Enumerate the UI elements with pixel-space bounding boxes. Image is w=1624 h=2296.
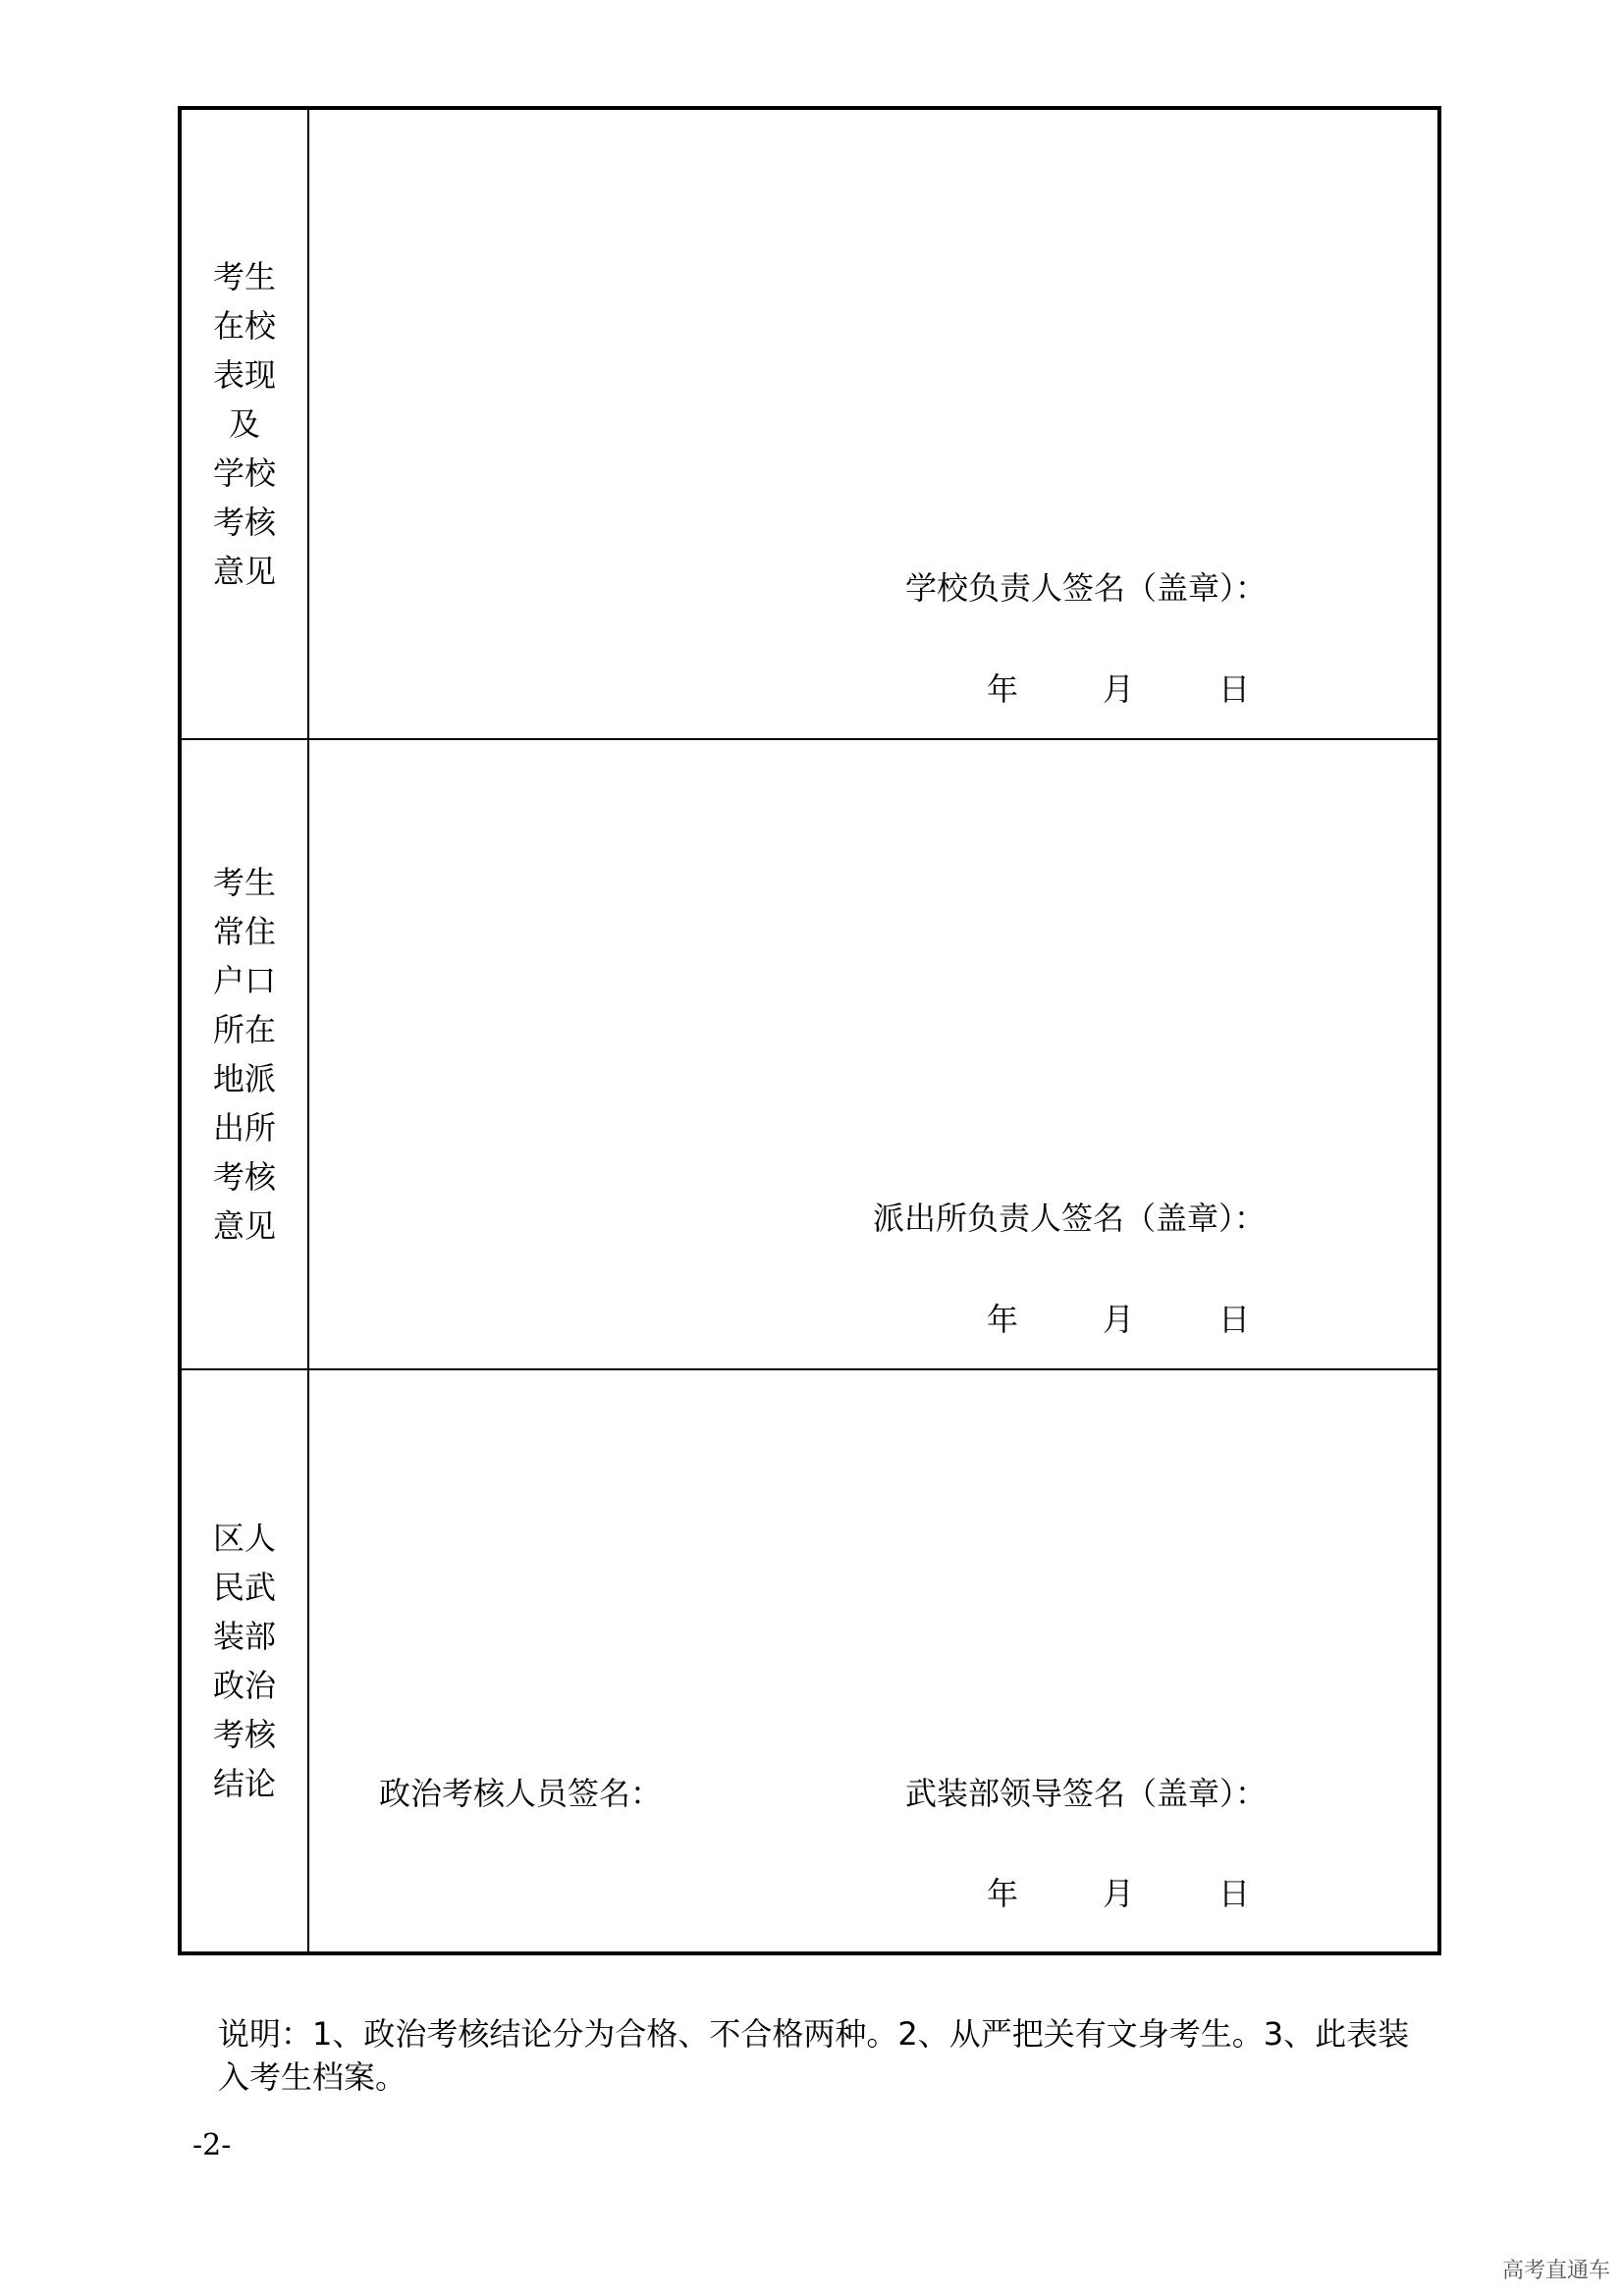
date-month-label: 月 xyxy=(1103,670,1135,708)
armed-forces-content-cell[interactable] xyxy=(309,1370,1437,1951)
date-month-label: 月 xyxy=(1103,1875,1135,1912)
armed-forces-review-row xyxy=(182,1370,1437,1951)
note-line-1: 说明：1、政治考核结论分为合格、不合格两种。2、从严把关有文身考生。3、此表装 xyxy=(218,2015,1410,2053)
label-line: 装部 xyxy=(212,1618,276,1655)
label-line: 考核 xyxy=(212,1716,276,1753)
school-date-line xyxy=(309,665,1437,708)
police-signature-label: 派出所负责人签名（盖章）： xyxy=(873,1200,1267,1237)
police-date-line xyxy=(309,1295,1437,1338)
label-line: 户口 xyxy=(212,962,276,999)
label-line: 在校 xyxy=(212,307,276,345)
school-review-label xyxy=(210,252,279,596)
label-line: 表现 xyxy=(212,356,276,394)
date-day-label: 日 xyxy=(1218,1301,1251,1338)
label-line: 所在 xyxy=(212,1011,276,1048)
label-line: 政治 xyxy=(212,1667,276,1704)
label-line: 考生 xyxy=(212,258,276,295)
watermark-text: 高考直通车 xyxy=(1501,2259,1610,2283)
armed-forces-signature-label: 武装部领导签名（盖章）： xyxy=(905,1775,1268,1812)
label-line: 及 xyxy=(228,405,260,443)
police-review-content-cell[interactable] xyxy=(309,740,1437,1368)
date-day-label: 日 xyxy=(1218,1875,1251,1912)
school-signature-label: 学校负责人签名（盖章）： xyxy=(905,569,1268,607)
date-year-label: 年 xyxy=(987,670,1019,708)
label-line: 意见 xyxy=(212,1207,276,1245)
page-number: -2- xyxy=(192,2128,232,2163)
date-day-label: 日 xyxy=(1218,670,1251,708)
note-line-2: 入考生档案。 xyxy=(218,2058,407,2096)
date-month-label: 月 xyxy=(1103,1301,1135,1338)
date-year-label: 年 xyxy=(987,1875,1019,1912)
reviewer-signature-label: 政治考核人员签名： xyxy=(379,1775,663,1812)
date-year-label: 年 xyxy=(987,1301,1019,1338)
label-line: 出所 xyxy=(212,1109,276,1147)
label-line: 考核 xyxy=(212,504,276,541)
school-review-label-cell xyxy=(182,110,309,738)
political-review-form-table xyxy=(178,106,1441,1955)
form-note xyxy=(218,2012,1445,2099)
school-review-row xyxy=(182,110,1437,740)
label-line: 常住 xyxy=(212,913,276,950)
armed-forces-label-cell xyxy=(182,1370,309,1951)
label-line: 结论 xyxy=(212,1765,276,1802)
police-review-label-cell xyxy=(182,740,309,1368)
school-review-content-cell[interactable] xyxy=(309,110,1437,738)
label-line: 民武 xyxy=(212,1569,276,1606)
label-line: 考核 xyxy=(212,1158,276,1196)
label-line: 区人 xyxy=(212,1520,276,1557)
label-line: 学校 xyxy=(212,454,276,492)
armed-forces-date-line xyxy=(309,1869,1437,1912)
label-line: 考生 xyxy=(212,864,276,901)
police-review-row xyxy=(182,740,1437,1370)
label-line: 意见 xyxy=(212,553,276,590)
police-review-label xyxy=(210,858,279,1251)
label-line: 地派 xyxy=(212,1060,276,1097)
armed-forces-label xyxy=(210,1514,279,1808)
